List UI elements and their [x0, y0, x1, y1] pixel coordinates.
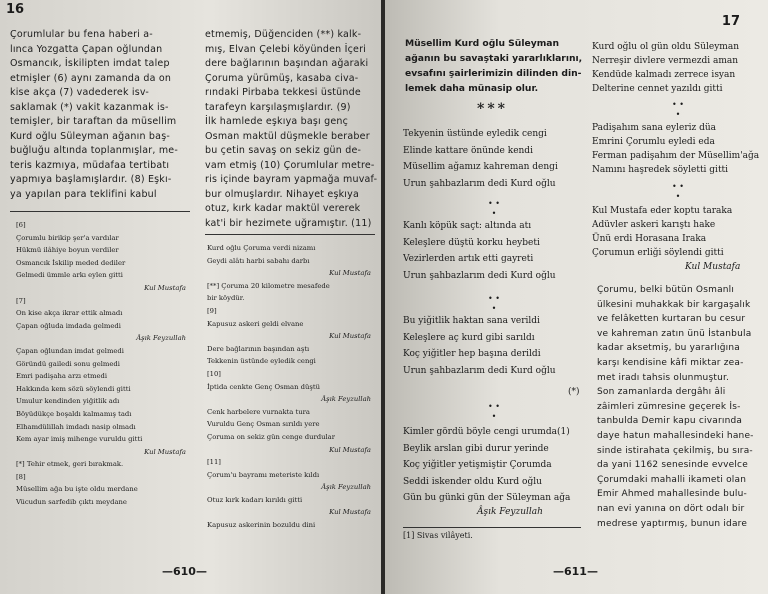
verse-line: [11]	[207, 458, 221, 467]
text-line: Kanlı köpük saçt: altında atı	[403, 221, 532, 231]
text-line: Çorumdaki mahalli ikameti olan	[597, 474, 747, 485]
right-body-text	[597, 283, 765, 531]
verse-line: [*] Tehir etmek, geri bırakmak.	[16, 460, 124, 469]
text-line: rındaki Pirbaba tekkesi üstünde	[205, 87, 361, 98]
text-line: ağanın bu savaştaki yararlıklarını,	[405, 53, 583, 64]
text-line: lınca Yozgatta Çapan oğlundan	[10, 43, 163, 55]
text-line: evsafını şairlerimizin dilinden din-	[405, 68, 582, 79]
text-line: otuz, kırk kadar maktül vererek	[205, 203, 361, 214]
footnote: [1] Sivas vilâyeti.	[403, 531, 473, 540]
ornament: • • •	[672, 100, 684, 119]
text-line: Kurd oğlu Süleyman ağanın baş-	[10, 130, 170, 142]
divider	[205, 234, 375, 235]
ornament: • • •	[488, 402, 500, 421]
text-line: Müsellim ağamız kahreman dengi	[403, 162, 558, 172]
verse-line: Umulur kendinden yiğitlik adı	[16, 397, 120, 406]
text-line: etmişler (6) aynı zamanda da on	[10, 72, 172, 84]
verse-line: [9]	[207, 306, 217, 315]
text-line: Keleşlere aç kurd gibi sarıldı	[403, 332, 535, 343]
verse-line: Dere bağlarının başından aştı	[207, 344, 310, 353]
verse-line: Müsellim ağa bu işte oldu merdane	[16, 485, 138, 494]
text-line: temişler, bir taraftan da müsellim	[10, 116, 177, 127]
verse-line: Göründü gailedi sonu gelmedi	[16, 359, 120, 368]
intro-paragraph	[405, 36, 585, 96]
page-number-right: 17	[721, 14, 740, 29]
verse-line: Tekkenin üstünde eyledik cengi	[207, 357, 316, 366]
verse-attribution: Kul Mustafa	[144, 447, 186, 456]
verse-attribution: Âşık Feyzullah	[136, 334, 186, 343]
divider	[403, 527, 581, 528]
verse-line: On kise akça ikrar ettik almadı	[16, 309, 123, 318]
verse-attribution: Kul Mustafa	[329, 445, 371, 454]
text-line: Müsellim Kurd oğlu Süleyman	[405, 38, 560, 49]
verse-line: Cenk harbelere vurnakta tura	[207, 407, 310, 416]
verse-line: İptida cenkte Genç Osman düştü	[207, 382, 320, 391]
text-line: tanbulda Demir kapu civarında	[597, 416, 743, 427]
ornament: • • •	[488, 199, 500, 218]
text-line: buğluğu altında toplanmışlar, me-	[10, 145, 178, 156]
verse-line: [**] Çoruma 20 kilometre mesafede	[207, 281, 330, 290]
text-line: Koç yiğitler yetişmiştir Çorumda	[403, 460, 552, 470]
verse-line: Kem ayar imiş mihenge vuruldu gitti	[16, 435, 143, 444]
text-line: sinde istirahata çekilmiş, bu sıra-	[597, 445, 753, 456]
text-line: Gün bu günki gün der Süleyman ağa	[403, 493, 571, 503]
verse-attribution: Kul Mustafa	[144, 283, 186, 292]
text-line: da yani 1162 senesinde evvelce	[597, 460, 748, 471]
text-line: kat'i bir hezimete uğramıştır. (11)	[205, 217, 372, 229]
text-line: Osmancık, İskilipten imdat talep	[10, 58, 170, 69]
text-line: Emrini Çorumlu eyledi eda	[592, 137, 715, 147]
verse-line: Elhamdülillah imdadı nasip olmadı	[16, 422, 136, 431]
left-page	[0, 0, 383, 594]
text-line: Keleşlere düştü korku heybeti	[403, 237, 540, 248]
verse-attribution: Kul Mustafa	[329, 269, 371, 278]
verse-line: Gelmedi ümmle arkı eylen gitti	[16, 271, 123, 280]
verse-line: Otuz kırk kadarı kırıldı gitti	[207, 495, 303, 504]
text-line: dere bağlarının başından ağaraki	[205, 58, 369, 69]
text-line: ris içinde bayram yapmağa muvaf-	[205, 174, 378, 185]
text-line: Emir Ahmed mahallesinde bulu-	[597, 489, 747, 500]
verse-line: Çoruma on sekiz gün cenge durdular	[207, 432, 335, 441]
text-line: bur olmuşlardır. Nihayet eşkıya	[205, 188, 359, 200]
left-footnotes-column-1	[16, 219, 190, 509]
verse-attribution: Kul Mustafa	[329, 332, 371, 341]
text-line: yapmıya başlamışlardır. (8) Eşkı-	[10, 174, 172, 185]
verse-line: Vuruldu Genç Osman sırıldı yere	[207, 420, 320, 429]
text-line: Adüvler askeri karıştı hake	[592, 220, 716, 230]
poem-stanza-1	[403, 126, 585, 192]
page-folio-left: —610—	[162, 565, 207, 578]
verse-line: [10]	[207, 369, 221, 378]
text-line: İlk hamlede eşkıya başı genç	[205, 116, 349, 127]
verse-line: Kurd oğlu Çoruma verdi nizamı	[207, 244, 316, 252]
right-poem-stanza-1	[592, 40, 764, 96]
text-line: Koç yiğitler hep başına derildi	[403, 349, 541, 359]
page-folio-right: —611—	[553, 565, 598, 578]
verse-line: Hakkında kem sözü söylendi gitti	[16, 384, 131, 393]
text-line: Ferman padişahım der Müsellim'ağa	[592, 151, 760, 161]
verse-line: [6]	[16, 221, 26, 229]
verse-line: Böyüdükçe boşaldı kalmamış tadı	[16, 409, 132, 418]
text-line: Urun şahbazlarım dedi Kurd oğlu	[403, 270, 556, 281]
text-line: ve felâketten kurtaran bu cesur	[597, 314, 746, 325]
right-poem-stanza-3	[592, 204, 764, 260]
text-line: Kendüde kalmadı zerrece isyan	[592, 70, 736, 80]
text-line: bu çetin savaş on sekiz gün de-	[205, 145, 362, 156]
verse-line: [8]	[16, 472, 26, 481]
text-line: vam etmiş (10) Çorumlular metre-	[205, 159, 375, 171]
text-line: Son zamanlarda dergâhı âli	[597, 387, 726, 398]
left-body-column-2	[205, 28, 379, 231]
text-line: ülkesini muhakkak bir kargaşalık	[597, 299, 751, 310]
text-line: ya yapılan para teklifini kabul	[10, 188, 157, 200]
text-line: met iradı tahsis olunmuştur.	[597, 372, 730, 383]
verse-line: [7]	[16, 296, 26, 305]
verse-attribution: Kul Mustafa	[329, 508, 371, 517]
text-line: Delterine cennet yazıldı gitti	[592, 84, 723, 94]
text-line: Urun şahbazlarım dedi Kurd oğlu	[403, 365, 556, 376]
text-line: daye hatun mahallesindeki hane-	[597, 430, 754, 441]
text-line: Vezirlerden artık etti gayreti	[403, 254, 534, 264]
text-line: Çorumun erliği söylendi gitti	[592, 248, 724, 258]
text-line: mış, Elvan Çelebi köyünden İçeri	[205, 43, 367, 55]
right-poem-stanza-2	[592, 121, 764, 177]
text-line: Tekyenin üstünde eyledik cengi	[403, 129, 547, 139]
verse-line: Hükmü ilâhiye boyun verdiler	[16, 246, 119, 255]
text-line: Çorumlular bu fena haberi a-	[10, 29, 153, 40]
text-line: Osman maktül düşmekle beraber	[205, 130, 370, 142]
text-line: Nerreşir divlere vermezdi aman	[592, 56, 739, 66]
verse-line: Çapan oğluda imdada gelmedi	[16, 321, 121, 330]
text-line: Kul Mustafa eder koptu taraka	[592, 206, 733, 216]
text-line: tarafeyn karşılaşmışlardır. (9)	[205, 101, 351, 113]
verse-line: Geydi alâtı harbi sabahı darbı	[207, 256, 310, 265]
verse-line: Çorum'u bayramı meteriste kıldı	[207, 470, 320, 479]
text-line: Urun şahbazlarım dedi Kurd oğlu	[403, 178, 556, 189]
section-stars: ***	[477, 101, 508, 117]
text-line: kadar aksetmiş, bu yararlığına	[597, 343, 740, 354]
text-line: Ünü erdi Horasana Iraka	[592, 234, 707, 244]
ornament: • • •	[672, 182, 684, 201]
left-footnotes-column-2	[207, 242, 375, 532]
left-body-column-1	[10, 28, 196, 202]
text-line: Padişahım sana eyleriz düa	[592, 123, 717, 133]
text-line: ve kahreman zatın ünü İstanbula	[597, 328, 752, 339]
text-line: zâimleri zümresine geçerek İs-	[597, 401, 741, 412]
text-line: Beylik arslan gibi durur yerinde	[403, 443, 549, 454]
text-line: nan evi yanına on dört odalı bir	[597, 503, 745, 514]
text-line: etmemiş, Düğenciden (**) kalk-	[205, 29, 362, 40]
text-line: Kurd oğlu ol gün oldu Süleyman	[592, 42, 739, 52]
verse-line: Vücudun sarfedib çıktı meydane	[16, 498, 127, 507]
verse-line: Çorumlu birikip şer'a vardılar	[16, 233, 119, 242]
text-line: Namını haşredek söyletti gitti	[592, 165, 729, 175]
verse-attribution: Âşık Feyzullah	[321, 395, 371, 404]
text-line: Bu yiğitlik haktan sana verildi	[403, 316, 540, 326]
poem-stanza-2	[403, 218, 585, 284]
text-line: Seddi iskender oldu Kurd oğlu	[403, 476, 542, 487]
right-page	[385, 0, 768, 594]
ornament: • • •	[488, 294, 500, 313]
page-number-left: 16	[6, 2, 25, 17]
verse-line: Kapusuz askerinin bozuldu dini	[207, 521, 316, 530]
text-line: medrese yaptırmış, bunun idare	[597, 518, 748, 529]
text-line: saklamak (*) vakit kazanmak is-	[10, 101, 169, 113]
text-line: teris kazmıya, müdafaa tertibatı	[10, 159, 170, 171]
text-line: lemek daha münasip olur.	[405, 83, 539, 94]
divider	[10, 211, 190, 212]
poem-stanza-4	[403, 424, 585, 507]
text-line: karşı kendisine kâfi miktar zea-	[597, 357, 744, 368]
poem-stanza-3	[403, 313, 585, 379]
text-line: Çoruma yürümüş, kasaba civa-	[205, 72, 359, 84]
text-line: Elinde kattare önünde kendi	[403, 145, 533, 156]
text-line: Çorumu, belki bütün Osmanlı	[597, 285, 735, 295]
text-line: Kimler gördü böyle cengi urumda(1)	[403, 427, 570, 437]
verse-line: Emri padişaha arzı etmedi	[16, 372, 108, 381]
poem-footnote-mark: (*)	[568, 387, 580, 397]
text-line: kise akça (7) vadederek isv-	[10, 87, 150, 98]
verse-line: bir köydür.	[207, 294, 245, 303]
poem-signature-2: Kul Mustafa	[685, 262, 741, 272]
verse-attribution: Âşık Feyzullah	[321, 483, 371, 492]
verse-line: Çapan oğlundan imdat gelmedi	[16, 346, 124, 355]
verse-line: Osmancık İskilip meded dediler	[16, 258, 126, 267]
verse-line: Kapusuz askeri geldi elvane	[207, 319, 304, 328]
poem-signature-1: Âşık Feyzullah	[477, 507, 543, 517]
